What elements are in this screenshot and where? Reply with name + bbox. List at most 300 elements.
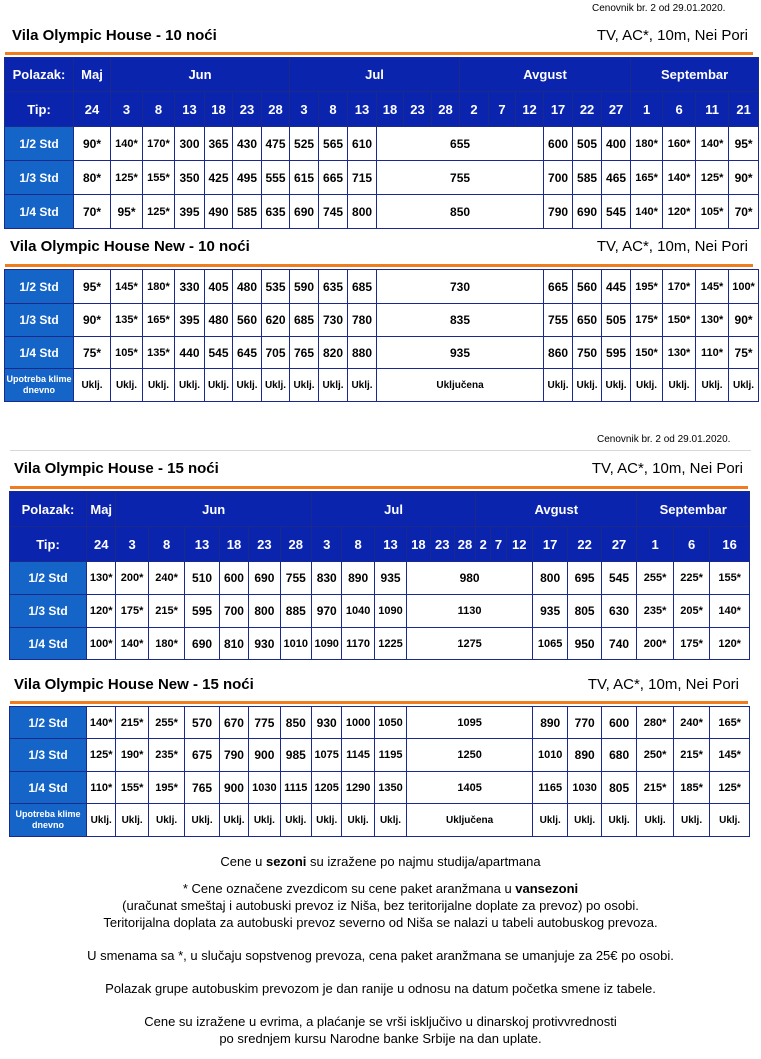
pricelist-note: Cenovnik br. 2 od 29.01.2020. bbox=[592, 3, 726, 14]
departure-day: 23 bbox=[233, 92, 262, 127]
price-cell: 1350 bbox=[374, 772, 406, 804]
orange-divider bbox=[10, 701, 748, 704]
merged-price-cell: 980 bbox=[407, 562, 533, 595]
price-cell: 235* bbox=[148, 739, 184, 772]
price-table-olympic-15 bbox=[9, 491, 750, 660]
price-row bbox=[10, 628, 750, 660]
price-cell: Uklj. bbox=[111, 369, 143, 402]
price-cell: 255* bbox=[637, 562, 673, 595]
price-cell: 985 bbox=[280, 739, 311, 772]
price-cell: 125* bbox=[87, 739, 116, 772]
price-cell: Uklj. bbox=[175, 369, 205, 402]
departure-day: 1 bbox=[637, 527, 673, 562]
merged-price-cell: 935 bbox=[377, 337, 544, 369]
departure-day: 13 bbox=[175, 92, 205, 127]
departure-day: 3 bbox=[312, 527, 342, 562]
price-cell: 475 bbox=[262, 127, 290, 161]
price-cell: 175* bbox=[673, 628, 709, 660]
price-cell: 1030 bbox=[568, 772, 601, 804]
price-cell: 765 bbox=[185, 772, 219, 804]
price-cell: 595 bbox=[185, 595, 219, 628]
price-cell: 810 bbox=[219, 628, 248, 660]
departure-day: 23 bbox=[430, 527, 454, 562]
price-cell: 190* bbox=[116, 739, 148, 772]
price-cell: 110* bbox=[87, 772, 116, 804]
departure-day: 17 bbox=[544, 92, 573, 127]
price-cell: 75* bbox=[729, 337, 759, 369]
departure-day: 1 bbox=[631, 92, 663, 127]
departure-day: 13 bbox=[348, 92, 377, 127]
price-cell: Uklj. bbox=[568, 804, 601, 837]
price-cell: 125* bbox=[111, 161, 143, 195]
price-cell: 900 bbox=[219, 772, 248, 804]
price-cell: 155* bbox=[143, 161, 175, 195]
price-cell: 850 bbox=[280, 707, 311, 739]
price-cell: Uklj. bbox=[87, 804, 116, 837]
departure-day: 18 bbox=[205, 92, 233, 127]
departure-day: 28 bbox=[280, 527, 311, 562]
price-cell: 665 bbox=[544, 270, 573, 304]
price-cell: 125* bbox=[143, 195, 175, 229]
price-cell: 425 bbox=[205, 161, 233, 195]
price-cell: 590 bbox=[290, 270, 319, 304]
price-cell: 800 bbox=[532, 562, 567, 595]
price-row bbox=[5, 161, 759, 195]
price-cell: 970 bbox=[312, 595, 342, 628]
price-cell: 140* bbox=[663, 161, 696, 195]
price-cell: 600 bbox=[544, 127, 573, 161]
price-cell: 755 bbox=[544, 304, 573, 337]
price-cell: 615 bbox=[290, 161, 319, 195]
price-cell: 140* bbox=[696, 127, 729, 161]
table-title-olympic-10: Vila Olympic House - 10 noći bbox=[12, 27, 217, 44]
price-cell: 790 bbox=[544, 195, 573, 229]
price-cell: 880 bbox=[348, 337, 377, 369]
price-cell: 670 bbox=[219, 707, 248, 739]
departure-day: 12 bbox=[516, 92, 544, 127]
price-cell: 650 bbox=[573, 304, 602, 337]
price-cell: 935 bbox=[374, 562, 406, 595]
ac-usage-row bbox=[10, 804, 750, 837]
price-cell: 805 bbox=[601, 772, 636, 804]
price-cell: 235* bbox=[637, 595, 673, 628]
notes-block bbox=[0, 853, 761, 1047]
departure-day: 17 bbox=[532, 527, 567, 562]
price-cell: 700 bbox=[219, 595, 248, 628]
price-cell: 690 bbox=[290, 195, 319, 229]
room-type-label: 1/2 Std bbox=[5, 270, 74, 304]
orange-divider bbox=[5, 264, 753, 267]
merged-price-cell: 1130 bbox=[407, 595, 533, 628]
departure-day: 12 bbox=[506, 527, 532, 562]
price-row bbox=[5, 127, 759, 161]
price-table-olympic-new-10 bbox=[4, 269, 759, 402]
tip-label: Tip: bbox=[10, 527, 87, 562]
price-cell: 180* bbox=[148, 628, 184, 660]
price-cell: 110* bbox=[696, 337, 729, 369]
note-line-departure: Polazak grupe autobuskim prevozom je dan ranije u odnosu na datum početka smene iz tabele. bbox=[105, 981, 656, 996]
price-cell: 300 bbox=[175, 127, 205, 161]
departure-day: 3 bbox=[116, 527, 148, 562]
price-cell: 775 bbox=[249, 707, 280, 739]
price-cell: 395 bbox=[175, 195, 205, 229]
price-cell: 180* bbox=[631, 127, 663, 161]
price-cell: 665 bbox=[319, 161, 348, 195]
note-line-included: (uračunat smeštaj i autobuski prevoz iz Niša, bez teritorijalne doplate za prevoz) po osobi. bbox=[122, 898, 639, 913]
price-cell: 240* bbox=[148, 562, 184, 595]
month-header: Jul bbox=[312, 492, 476, 527]
price-cell: 120* bbox=[663, 195, 696, 229]
price-cell: Uklj. bbox=[311, 804, 341, 837]
price-cell: Uklj. bbox=[148, 804, 184, 837]
month-header-row bbox=[10, 492, 750, 527]
departure-day: 28 bbox=[454, 527, 475, 562]
month-header: Avgust bbox=[460, 58, 631, 92]
price-cell: 780 bbox=[348, 304, 377, 337]
departure-day: 13 bbox=[374, 527, 406, 562]
price-cell: 100* bbox=[87, 628, 116, 660]
price-cell: 950 bbox=[568, 628, 601, 660]
room-type-label: 1/4 Std bbox=[10, 628, 87, 660]
price-cell: 525 bbox=[290, 127, 319, 161]
price-cell: 560 bbox=[573, 270, 602, 304]
tip-label: Tip: bbox=[5, 92, 74, 127]
price-cell: 820 bbox=[319, 337, 348, 369]
price-cell: 715 bbox=[348, 161, 377, 195]
price-cell: 1170 bbox=[342, 628, 374, 660]
room-type-label: 1/3 Std bbox=[5, 161, 74, 195]
price-row bbox=[10, 707, 750, 739]
price-cell: 890 bbox=[342, 562, 374, 595]
price-cell: 600 bbox=[219, 562, 248, 595]
price-cell: 90* bbox=[729, 304, 759, 337]
price-cell: 585 bbox=[233, 195, 262, 229]
merged-price-cell: 1250 bbox=[407, 739, 533, 772]
departure-day: 2 bbox=[460, 92, 489, 127]
price-cell: 1075 bbox=[311, 739, 341, 772]
departure-day: 2 bbox=[476, 527, 491, 562]
departure-day: 7 bbox=[489, 92, 516, 127]
departure-day: 27 bbox=[602, 92, 631, 127]
price-cell: 1225 bbox=[374, 628, 406, 660]
price-table-olympic-10 bbox=[4, 57, 759, 229]
departure-day: 18 bbox=[219, 527, 248, 562]
price-cell: 495 bbox=[233, 161, 262, 195]
price-cell: 90* bbox=[74, 127, 111, 161]
price-cell: 685 bbox=[348, 270, 377, 304]
departure-day: 6 bbox=[673, 527, 709, 562]
price-cell: 755 bbox=[280, 562, 311, 595]
month-header: Avgust bbox=[476, 492, 637, 527]
price-cell: 595 bbox=[602, 337, 631, 369]
price-cell: 140* bbox=[111, 127, 143, 161]
price-cell: 885 bbox=[280, 595, 311, 628]
price-cell: Uklj. bbox=[696, 369, 729, 402]
room-type-label: 1/3 Std bbox=[10, 739, 87, 772]
price-cell: 125* bbox=[696, 161, 729, 195]
departure-day: 3 bbox=[290, 92, 319, 127]
price-cell: 160* bbox=[663, 127, 696, 161]
price-cell: 150* bbox=[663, 304, 696, 337]
price-cell: 635 bbox=[319, 270, 348, 304]
price-cell: 805 bbox=[568, 595, 601, 628]
polazak-label: Polazak: bbox=[10, 492, 87, 527]
merged-price-cell: 835 bbox=[377, 304, 544, 337]
price-row bbox=[10, 739, 750, 772]
price-cell: Uklj. bbox=[249, 804, 280, 837]
price-cell: 890 bbox=[532, 707, 567, 739]
price-cell: 95* bbox=[111, 195, 143, 229]
departure-day: 23 bbox=[404, 92, 432, 127]
room-type-label: 1/2 Std bbox=[10, 707, 87, 739]
price-cell: 80* bbox=[74, 161, 111, 195]
price-cell: 555 bbox=[262, 161, 290, 195]
price-cell: 250* bbox=[637, 739, 673, 772]
price-cell: 130* bbox=[87, 562, 116, 595]
price-cell: 120* bbox=[87, 595, 116, 628]
price-cell: 545 bbox=[602, 195, 631, 229]
departure-day: 28 bbox=[432, 92, 460, 127]
table-subtitle-olympic-15: TV, AC*, 10m, Nei Pori bbox=[591, 460, 743, 477]
price-cell: 545 bbox=[601, 562, 637, 595]
price-row bbox=[10, 562, 750, 595]
price-cell: 1090 bbox=[374, 595, 406, 628]
price-cell: 510 bbox=[185, 562, 219, 595]
price-cell: Uklj. bbox=[74, 369, 111, 402]
price-cell: 505 bbox=[573, 127, 602, 161]
merged-price-cell: 1275 bbox=[407, 628, 533, 660]
departure-day: 18 bbox=[407, 527, 430, 562]
price-cell: 770 bbox=[568, 707, 601, 739]
price-row bbox=[5, 270, 759, 304]
price-cell: 690 bbox=[249, 562, 280, 595]
departure-day: 24 bbox=[87, 527, 116, 562]
price-cell: Uklj. bbox=[233, 369, 262, 402]
price-cell: 120* bbox=[710, 628, 750, 660]
price-cell: 465 bbox=[602, 161, 631, 195]
price-cell: 255* bbox=[148, 707, 184, 739]
merged-price-cell: 730 bbox=[377, 270, 544, 304]
price-cell: Uklj. bbox=[601, 804, 636, 837]
price-cell: 505 bbox=[602, 304, 631, 337]
price-cell: 730 bbox=[319, 304, 348, 337]
price-cell: 1195 bbox=[374, 739, 406, 772]
price-cell: 165* bbox=[631, 161, 663, 195]
room-type-label: 1/3 Std bbox=[10, 595, 87, 628]
orange-divider bbox=[5, 52, 753, 55]
price-table-olympic-new-15 bbox=[9, 706, 750, 837]
tip-header-row bbox=[5, 92, 759, 127]
price-cell: 1010 bbox=[532, 739, 567, 772]
price-cell: 145* bbox=[111, 270, 143, 304]
month-header: Jun bbox=[116, 492, 312, 527]
departure-day: 28 bbox=[262, 92, 290, 127]
departure-day: 24 bbox=[74, 92, 111, 127]
price-cell: 135* bbox=[143, 337, 175, 369]
price-cell: 170* bbox=[663, 270, 696, 304]
price-cell: 70* bbox=[74, 195, 111, 229]
price-cell: 215* bbox=[637, 772, 673, 804]
month-header: Jun bbox=[111, 58, 290, 92]
price-cell: 125* bbox=[710, 772, 750, 804]
price-cell: 395 bbox=[175, 304, 205, 337]
price-cell: 1000 bbox=[342, 707, 374, 739]
price-cell: 765 bbox=[290, 337, 319, 369]
departure-day: 13 bbox=[185, 527, 219, 562]
price-cell: 180* bbox=[143, 270, 175, 304]
price-cell: 790 bbox=[219, 739, 248, 772]
price-cell: Uklj. bbox=[673, 804, 709, 837]
note-line-currency: Cene su izražene u evrima, a plaćanje se vrši isključivo u dinarskoj protivvrednosti bbox=[144, 1014, 617, 1029]
price-cell: Uklj. bbox=[342, 804, 374, 837]
price-row bbox=[10, 595, 750, 628]
price-cell: 930 bbox=[249, 628, 280, 660]
price-cell: 1030 bbox=[249, 772, 280, 804]
price-cell: 145* bbox=[696, 270, 729, 304]
departure-day: 22 bbox=[573, 92, 602, 127]
tip-header-row bbox=[10, 527, 750, 562]
price-cell: 155* bbox=[116, 772, 148, 804]
price-cell: 90* bbox=[729, 161, 759, 195]
price-cell: 1145 bbox=[342, 739, 374, 772]
price-cell: 140* bbox=[87, 707, 116, 739]
polazak-label: Polazak: bbox=[5, 58, 74, 92]
ac-usage-label: Upotreba klime dnevno bbox=[10, 804, 87, 837]
table-title-olympic-new-10: Vila Olympic House New - 10 noći bbox=[10, 238, 250, 255]
room-type-label: 1/4 Std bbox=[5, 337, 74, 369]
room-type-label: 1/4 Std bbox=[5, 195, 74, 229]
price-cell: 585 bbox=[573, 161, 602, 195]
price-cell: 100* bbox=[729, 270, 759, 304]
price-cell: 690 bbox=[185, 628, 219, 660]
price-cell: Uklj. bbox=[374, 804, 406, 837]
price-cell: 185* bbox=[673, 772, 709, 804]
price-cell: 695 bbox=[568, 562, 601, 595]
price-cell: 175* bbox=[116, 595, 148, 628]
month-header: Maj bbox=[74, 58, 111, 92]
price-cell: 135* bbox=[111, 304, 143, 337]
price-cell: 565 bbox=[319, 127, 348, 161]
departure-day: 6 bbox=[663, 92, 696, 127]
room-type-label: 1/2 Std bbox=[10, 562, 87, 595]
ac-usage-label: Upotreba klime dnevno bbox=[5, 369, 74, 402]
price-cell: 890 bbox=[568, 739, 601, 772]
price-cell: 405 bbox=[205, 270, 233, 304]
price-row bbox=[5, 304, 759, 337]
departure-day: 8 bbox=[342, 527, 374, 562]
price-cell: 480 bbox=[205, 304, 233, 337]
price-cell: Uklj. bbox=[205, 369, 233, 402]
gray-divider bbox=[10, 450, 751, 451]
price-cell: 165* bbox=[710, 707, 750, 739]
price-cell: Uklj. bbox=[663, 369, 696, 402]
price-cell: 680 bbox=[601, 739, 636, 772]
price-cell: 140* bbox=[116, 628, 148, 660]
price-cell: 490 bbox=[205, 195, 233, 229]
price-cell: Uklj. bbox=[143, 369, 175, 402]
price-cell: 1115 bbox=[280, 772, 311, 804]
departure-day: 16 bbox=[710, 527, 750, 562]
departure-day: 8 bbox=[143, 92, 175, 127]
price-cell: 830 bbox=[312, 562, 342, 595]
price-cell: 610 bbox=[348, 127, 377, 161]
price-cell: Uklj. bbox=[348, 369, 377, 402]
table-subtitle-olympic-new-10: TV, AC*, 10m, Nei Pori bbox=[596, 238, 748, 255]
merged-price-cell: Uključena bbox=[407, 804, 533, 837]
price-cell: 400 bbox=[602, 127, 631, 161]
price-cell: 440 bbox=[175, 337, 205, 369]
departure-day: 8 bbox=[148, 527, 184, 562]
price-cell: 1090 bbox=[312, 628, 342, 660]
departure-day: 11 bbox=[696, 92, 729, 127]
price-cell: Uklj. bbox=[544, 369, 573, 402]
price-cell: 175* bbox=[631, 304, 663, 337]
merged-price-cell: 850 bbox=[377, 195, 544, 229]
price-cell: 195* bbox=[148, 772, 184, 804]
price-cell: 600 bbox=[601, 707, 636, 739]
table-subtitle-olympic-10: TV, AC*, 10m, Nei Pori bbox=[596, 27, 748, 44]
month-header: Maj bbox=[87, 492, 116, 527]
month-header: Septembar bbox=[631, 58, 759, 92]
price-cell: 90* bbox=[74, 304, 111, 337]
price-cell: 1040 bbox=[342, 595, 374, 628]
price-cell: 215* bbox=[673, 739, 709, 772]
note-line-offseason: * Cene označene zvezdicom su cene paket aranžmana u vansezoni bbox=[182, 881, 579, 896]
price-cell: 620 bbox=[262, 304, 290, 337]
price-cell: 570 bbox=[185, 707, 219, 739]
price-cell: 560 bbox=[233, 304, 262, 337]
price-cell: 145* bbox=[710, 739, 750, 772]
merged-price-cell: 1405 bbox=[407, 772, 533, 804]
price-cell: 1050 bbox=[374, 707, 406, 739]
price-row bbox=[5, 195, 759, 229]
price-cell: 1205 bbox=[311, 772, 341, 804]
note-line-season: Cene u sezoni su izražene po najmu studija/apartmana bbox=[220, 854, 541, 869]
note-line-exchange-rate: po srednjem kursu Narodne banke Srbije na dan uplate. bbox=[219, 1031, 542, 1046]
price-cell: 200* bbox=[116, 562, 148, 595]
price-cell: 535 bbox=[262, 270, 290, 304]
price-cell: 75* bbox=[74, 337, 111, 369]
price-cell: 430 bbox=[233, 127, 262, 161]
price-cell: 70* bbox=[729, 195, 759, 229]
price-cell: Uklj. bbox=[319, 369, 348, 402]
price-cell: 205* bbox=[673, 595, 709, 628]
price-cell: 95* bbox=[74, 270, 111, 304]
price-cell: Uklj. bbox=[637, 804, 673, 837]
pricelist-note: Cenovnik br. 2 od 29.01.2020. bbox=[597, 434, 731, 445]
price-cell: 635 bbox=[262, 195, 290, 229]
price-cell: 1010 bbox=[280, 628, 311, 660]
room-type-label: 1/3 Std bbox=[5, 304, 74, 337]
price-cell: 1165 bbox=[532, 772, 567, 804]
price-cell: 1065 bbox=[532, 628, 567, 660]
price-cell: 860 bbox=[544, 337, 573, 369]
departure-day: 7 bbox=[491, 527, 506, 562]
price-cell: 630 bbox=[601, 595, 637, 628]
price-cell: 140* bbox=[710, 595, 750, 628]
merged-price-cell: 655 bbox=[377, 127, 544, 161]
price-cell: 165* bbox=[143, 304, 175, 337]
table-title-olympic-new-15: Vila Olympic House New - 15 noći bbox=[14, 676, 254, 693]
price-cell: 690 bbox=[573, 195, 602, 229]
price-cell: 170* bbox=[143, 127, 175, 161]
merged-price-cell: 1095 bbox=[407, 707, 533, 739]
departure-day: 21 bbox=[729, 92, 759, 127]
table-subtitle-olympic-new-15: TV, AC*, 10m, Nei Pori bbox=[587, 676, 739, 693]
price-cell: 105* bbox=[696, 195, 729, 229]
price-cell: 675 bbox=[185, 739, 219, 772]
ac-usage-row bbox=[5, 369, 759, 402]
